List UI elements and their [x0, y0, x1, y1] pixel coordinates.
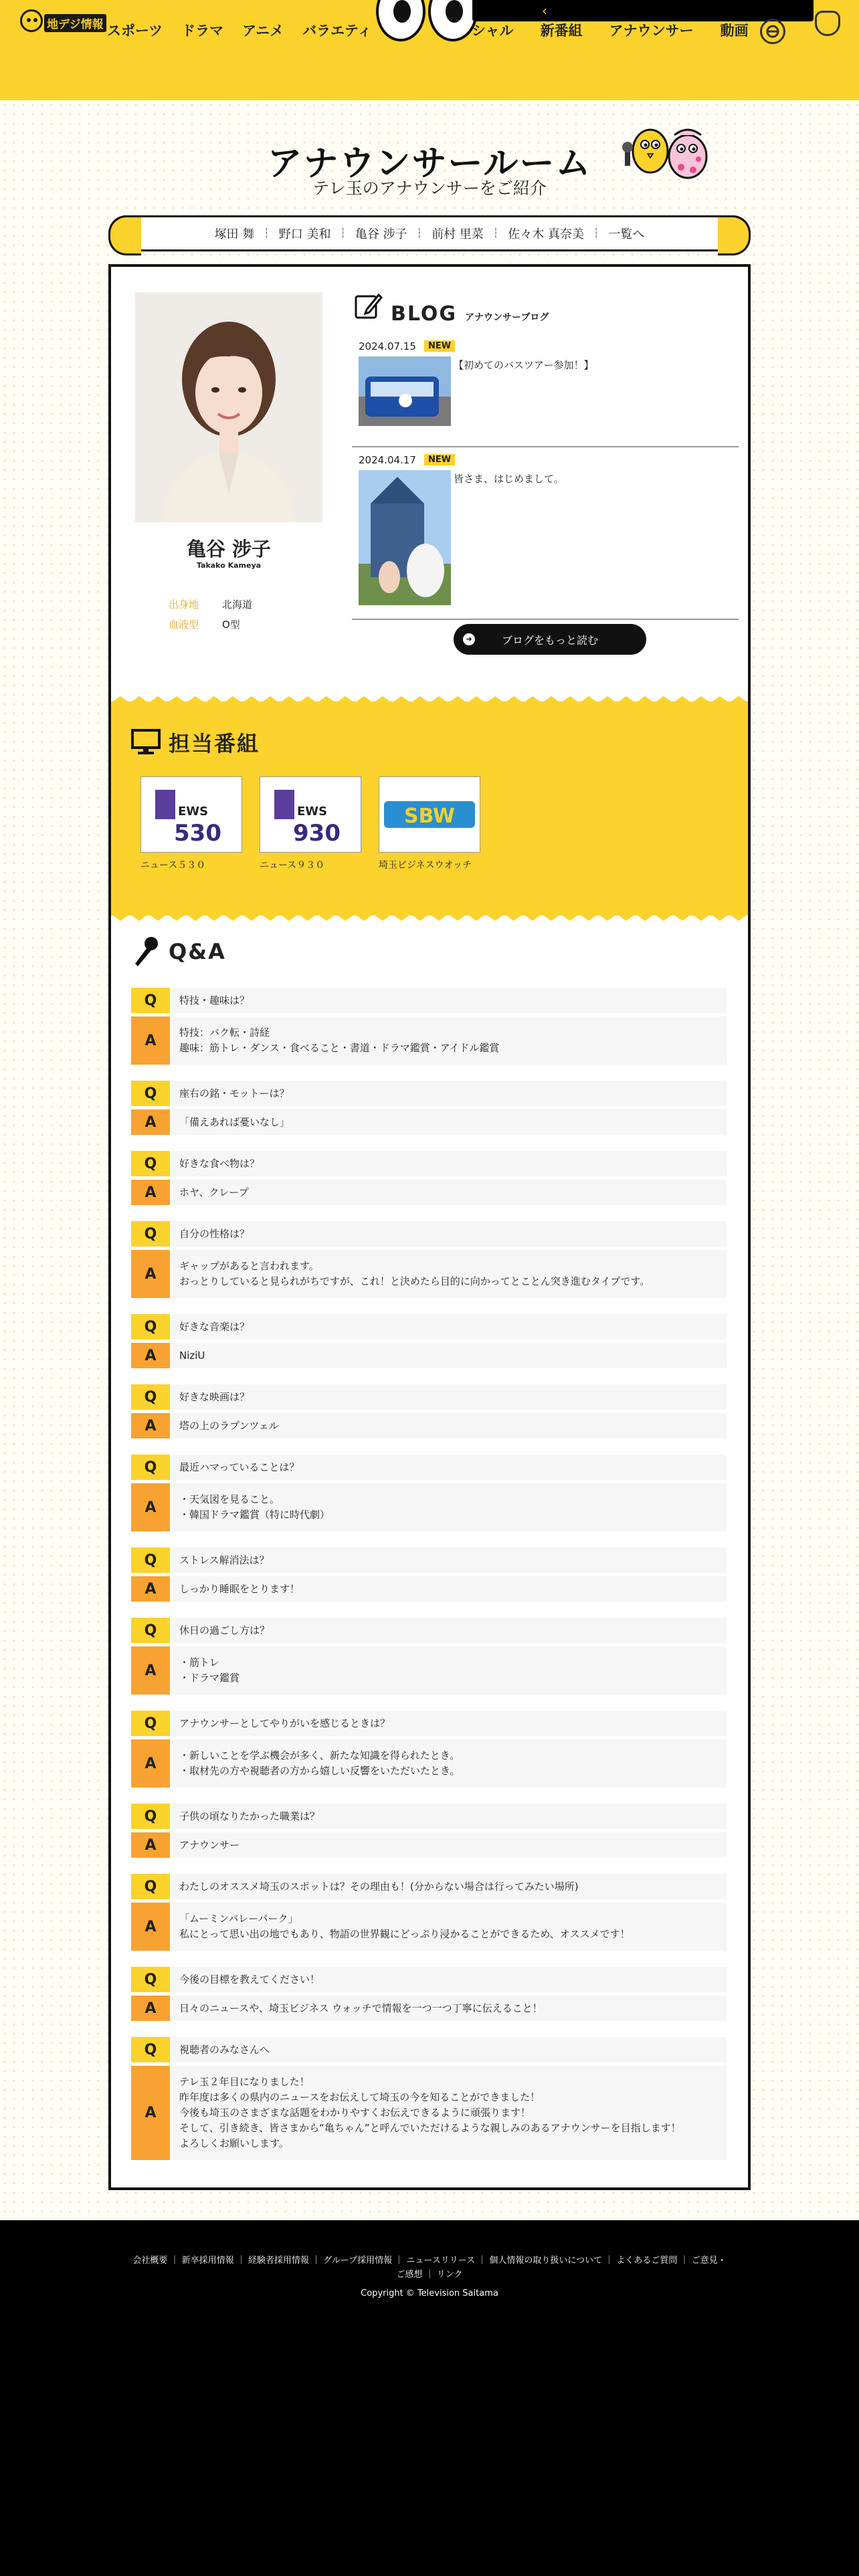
qa-item: [131, 1804, 727, 1858]
program-label: ニュース９３０: [260, 860, 325, 871]
blog-title: BLOG: [391, 302, 458, 326]
global-nav-left: [107, 20, 371, 40]
chevron-left-icon[interactable]: ‹: [542, 3, 547, 19]
q-marker: Q: [131, 1455, 170, 1480]
answer-text: 「ムーミンバレーパーク」 私にとって思い出の地でもあり、物語の世界観にどっぷり浸かることができるため、オススメです！: [171, 1903, 727, 1951]
qa-heading: Q&A: [131, 936, 226, 968]
answer-row: [131, 1739, 727, 1788]
a-marker: A: [131, 1903, 170, 1951]
profile-row: 血液型 O型: [169, 619, 240, 631]
answer-text: ホヤ、クレープ: [171, 1180, 727, 1205]
nav-item[interactable]: アナウンサー: [609, 23, 694, 39]
answer-text: ・筋トレ ・ドラマ鑑賞: [171, 1646, 727, 1695]
q-marker: Q: [131, 1711, 170, 1736]
qa-item: [131, 1618, 727, 1695]
q-marker: Q: [131, 1618, 170, 1643]
question-row: [131, 1547, 727, 1573]
nav-item[interactable]: アニメ: [242, 23, 284, 39]
nav-item[interactable]: バラエティ: [302, 23, 372, 39]
news930-logo-icon: [260, 776, 361, 853]
question-row: [131, 988, 727, 1013]
answer-row: [131, 1832, 727, 1858]
nav-item[interactable]: 動画: [720, 23, 749, 39]
q-marker: Q: [131, 2037, 170, 2062]
announcer-romaji: Takako Kameya: [196, 561, 262, 570]
question-row: [131, 1711, 727, 1736]
post-title-link[interactable]: 皆さま、はじめまして。: [454, 473, 564, 485]
nav-item[interactable]: ドラマ: [181, 23, 224, 39]
question-text: ストレス解消法は？: [171, 1547, 727, 1573]
qa-item: [131, 1221, 727, 1298]
qa-item: [131, 1081, 727, 1135]
qa-item: [131, 1967, 727, 2021]
footer-links: 会社概要 ｜ 新卒採用情報 ｜ 経験者採用情報 ｜ グループ採用情報 ｜ ニュースリリース ｜ 個人情報の取り扱いについて ｜ よくあるご質問 ｜ ご意見・ご感想 ｜ リンク: [132, 2256, 727, 2280]
post-thumbnail[interactable]: [359, 470, 451, 605]
program-card[interactable]: [379, 776, 480, 871]
global-nav-right: [472, 20, 749, 40]
blog-heading: [353, 291, 549, 326]
profile-row: 出身地 北海道: [169, 599, 253, 611]
blog-post[interactable]: [352, 340, 739, 447]
mascots-illustration-icon: [621, 116, 714, 190]
question-row: [131, 1618, 727, 1643]
qa-item: [131, 2037, 727, 2160]
page-title: アナウンサールーム: [267, 144, 592, 184]
a-marker: A: [131, 1343, 170, 1368]
question-text: 好きな映画は？: [171, 1384, 727, 1410]
microphone-icon: [131, 936, 161, 968]
announcer-name: 亀谷 涉子: [186, 538, 272, 560]
answer-text: 塔の上のラプンツェル: [171, 1413, 727, 1438]
post-title-link[interactable]: 【初めてのバスツアー参加！】: [454, 359, 594, 371]
answer-row: [131, 1250, 727, 1298]
qa-item: [131, 1711, 727, 1788]
answer-text: 特技：バク転・詩経 趣味：筋トレ・ダンス・食べること・書道・ドラマ鑑賞・アイドル鑑賞: [171, 1016, 727, 1065]
qa-item: [131, 1151, 727, 1205]
post-thumbnail[interactable]: [359, 356, 451, 426]
new-badge: NEW: [424, 340, 455, 352]
a-marker: A: [131, 1739, 170, 1788]
news530-logo-icon: [140, 776, 242, 853]
main-content: [0, 100, 859, 2220]
nav-separator: ┆: [340, 228, 346, 239]
q-marker: Q: [131, 1804, 170, 1829]
announcer-panel: [108, 264, 751, 2190]
blog-post[interactable]: [352, 454, 739, 620]
q-marker: Q: [131, 1314, 170, 1339]
site-logo[interactable]: [20, 9, 106, 32]
question-text: 好きな音楽は？: [171, 1314, 727, 1339]
a-marker: A: [131, 1180, 170, 1205]
qa-item: [131, 1314, 727, 1368]
post-date: 2024.07.15: [359, 340, 416, 352]
q-marker: Q: [131, 1547, 170, 1573]
question-text: 特技・趣味は？: [171, 988, 727, 1013]
answer-text: ・新しいことを学ぶ機会が多く、新たな知識を得られたとき。 ・取材先の方や視聴者の方から嬉しい反響をいただいたとき。: [171, 1739, 727, 1788]
announcer-link[interactable]: 佐々木 真奈美: [508, 227, 584, 241]
nav-item[interactable]: スポーツ: [107, 23, 163, 39]
answer-row: [131, 1343, 727, 1368]
arrow-right-icon: ➜: [463, 633, 475, 645]
announcer-photo: [135, 292, 322, 522]
svg-text:EWS: EWS: [297, 804, 328, 819]
svg-text:SBW: SBW: [404, 804, 455, 828]
a-marker: A: [131, 1109, 170, 1135]
search-icon[interactable]: [760, 19, 785, 44]
read-more-blog-button[interactable]: ➜ ブログをもっと読む: [454, 624, 646, 655]
answer-text: アナウンサー: [171, 1832, 727, 1858]
question-row: [131, 1151, 727, 1176]
question-row: [131, 1874, 727, 1899]
q-marker: Q: [131, 1221, 170, 1247]
program-label: 埼玉ビジネスウオッチ: [379, 860, 472, 871]
announcer-list-link[interactable]: 一覧へ: [608, 227, 645, 241]
svg-text:530: 530: [174, 820, 221, 845]
q-marker: Q: [131, 1081, 170, 1106]
nav-separator: ┆: [593, 228, 599, 239]
mascot-menu-icon[interactable]: [815, 11, 840, 36]
svg-text:EWS: EWS: [178, 804, 209, 819]
qa-list: [131, 988, 727, 2176]
question-text: 視聴者のみなさんへ: [171, 2037, 727, 2062]
answer-text: 「備えあれば憂いなし」: [171, 1109, 727, 1135]
copyright: Copyright © Television Saitama: [361, 2288, 498, 2298]
qa-item: [131, 1455, 727, 1531]
answer-row: [131, 1016, 727, 1065]
programs-heading: 担当番組: [131, 727, 260, 758]
answer-row: [131, 1109, 727, 1135]
question-text: わたしのオススメ埼玉のスポットは？その理由も！(分からない場合は行ってみたい場所): [171, 1874, 727, 1899]
header-zigzag: [0, 88, 859, 100]
question-row: [131, 1314, 727, 1339]
question-row: [131, 1455, 727, 1480]
question-row: [131, 1221, 727, 1247]
nav-separator: ┆: [416, 228, 423, 239]
answer-text: テレ玉２年目になりました！ 昨年度は多くの県内のニュースをお伝えして埼玉の今を知ることができました！ 今後も埼玉のさまざまな話題をわかりやすくお伝えできるように頑張ります！ そして、引き続き、皆さまから“亀ちゃん”と呼んでいただけるような親しみのあるアナウンサーを目指します！ よろしくお願いします。: [171, 2066, 727, 2160]
programs-section: [111, 702, 748, 916]
program-card[interactable]: [140, 776, 242, 871]
logo-text: 地デジ情報: [44, 14, 106, 32]
answer-text: 日々のニュースや、埼玉ビジネス ウォッチで情報を一つ一つ丁寧に伝えること！: [171, 1996, 727, 2021]
answer-text: NiziU: [171, 1343, 727, 1368]
answer-row: [131, 2066, 727, 2160]
q-marker: Q: [131, 1151, 170, 1176]
question-text: 休日の過ごし方は？: [171, 1618, 727, 1643]
answer-row: [131, 1413, 727, 1438]
answer-text: ・天気図を見ること。 ・韓国ドラマ鑑賞（特に時代劇）: [171, 1483, 727, 1531]
new-badge: NEW: [424, 454, 455, 465]
answer-text: しっかり睡眠をとります！: [171, 1576, 727, 1602]
q-marker: Q: [131, 1967, 170, 1992]
a-marker: A: [131, 1646, 170, 1695]
profile-details: [165, 595, 252, 635]
a-marker: A: [131, 1413, 170, 1438]
announcer-nav: [108, 215, 751, 251]
answer-row: [131, 1180, 727, 1205]
nav-item[interactable]: 新番組: [540, 23, 583, 39]
blog-subtitle: アナウンサーブログ: [465, 312, 549, 323]
svg-text:930: 930: [293, 820, 341, 845]
question-text: 最近ハマっていることは？: [171, 1455, 727, 1480]
question-row: [131, 1081, 727, 1106]
a-marker: A: [131, 1832, 170, 1858]
pencil-note-icon: [353, 291, 383, 320]
question-text: 今後の目標を教えてください！: [171, 1967, 727, 1992]
chick-mascot-icon: [20, 9, 43, 32]
announcer-link[interactable]: 前村 里菜: [432, 227, 484, 241]
nav-item[interactable]: シャル: [472, 23, 514, 39]
answer-text: ギャップがあると言われます。 おっとりしていると見られがちですが、これ！と決めたら目的に向かってとことん突き進むタイプです。: [171, 1250, 727, 1298]
a-marker: A: [131, 2066, 170, 2160]
question-text: 自分の性格は？: [171, 1221, 727, 1247]
q-marker: Q: [131, 1384, 170, 1410]
page-subtitle: テレ玉のアナウンサーをご紹介: [312, 179, 547, 198]
program-card[interactable]: [260, 776, 361, 871]
mascot-eyes-icon: [375, 0, 482, 45]
qa-item: [131, 988, 727, 1065]
a-marker: A: [131, 1483, 170, 1531]
a-marker: A: [131, 1576, 170, 1602]
nav-separator: ┆: [492, 228, 499, 239]
monitor-icon: [131, 729, 161, 756]
answer-row: [131, 1576, 727, 1602]
saitama-business-watch-logo-icon: [379, 776, 480, 853]
site-header: [0, 0, 859, 100]
site-footer: [0, 2220, 859, 2576]
announcer-link[interactable]: 亀谷 涉子: [355, 227, 407, 241]
top-dropdown-bar[interactable]: [472, 0, 814, 21]
question-text: 好きな食べ物は？: [171, 1151, 727, 1176]
answer-row: [131, 1996, 727, 2021]
qa-item: [131, 1384, 727, 1438]
announcer-link[interactable]: 野口 美和: [278, 227, 331, 241]
a-marker: A: [131, 1996, 170, 2021]
answer-row: [131, 1903, 727, 1951]
question-row: [131, 1967, 727, 1992]
question-row: [131, 2037, 727, 2062]
a-marker: A: [131, 1250, 170, 1298]
qa-item: [131, 1874, 727, 1951]
question-row: [131, 1384, 727, 1410]
post-date: 2024.04.17: [359, 454, 416, 466]
answer-row: [131, 1646, 727, 1695]
announcer-link[interactable]: 塚田 舞: [214, 227, 255, 241]
question-text: 子供の頃なりたかった職業は？: [171, 1804, 727, 1829]
a-marker: A: [131, 1016, 170, 1065]
q-marker: Q: [131, 1874, 170, 1899]
qa-item: [131, 1547, 727, 1602]
question-text: 座右の銘・モットーは？: [171, 1081, 727, 1106]
q-marker: Q: [131, 988, 170, 1013]
question-row: [131, 1804, 727, 1829]
question-text: アナウンサーとしてやりがいを感じるときは？: [171, 1711, 727, 1736]
nav-separator: ┆: [264, 228, 270, 239]
answer-row: [131, 1483, 727, 1531]
program-label: ニュース５３０: [140, 860, 206, 871]
